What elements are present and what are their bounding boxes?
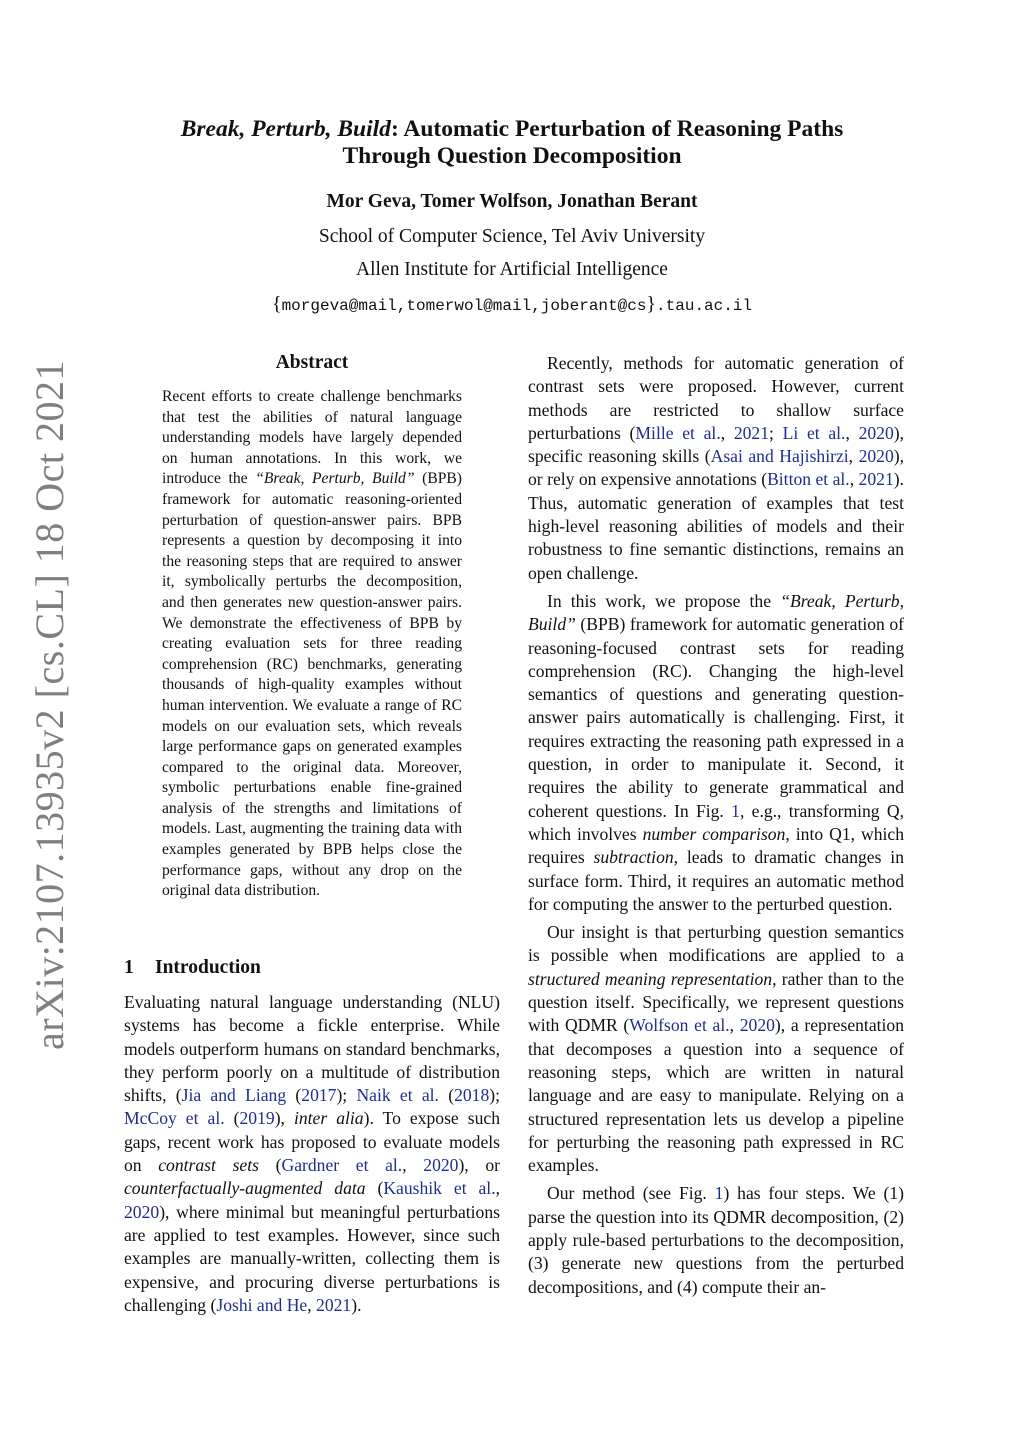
text: , (848, 446, 859, 467)
text: ); (336, 1085, 357, 1106)
text: Our method (see Fig. (547, 1183, 715, 1204)
abstract-heading: Abstract (275, 352, 349, 373)
citation-link[interactable]: Mille et al. (635, 422, 721, 443)
author-emails (120, 293, 904, 316)
citation-link[interactable]: Naik et al. (356, 1085, 439, 1106)
emphasis: structured meaning representation (528, 968, 773, 989)
paragraph-insight (528, 921, 904, 1177)
citation-year-link[interactable]: 2020 (423, 1155, 459, 1176)
text: ), a representation that decomposes a question into a sequence of reasoning steps, which are written in natural language and are easy to manipulate. Relying on a structured representation lets us develop a pipeline for perturbing the reasoning path expressed in RC examples. (528, 1015, 905, 1176)
text: ). Thus, automatic generation of examples that test high-level reasoning abilities of models and their robustness to fine semantic distinctions, remains an open challenge. (528, 469, 904, 583)
citation-year-link[interactable]: 2021 (733, 422, 770, 443)
paper-title (120, 116, 904, 170)
citation-year-link[interactable]: 2019 (239, 1108, 275, 1129)
section-heading-introduction (124, 957, 261, 979)
emphasis: inter alia (293, 1108, 364, 1129)
text: , (307, 1294, 317, 1315)
text: ), or (458, 1155, 501, 1176)
emphasis: counterfactually-augmented data (124, 1178, 366, 1199)
affiliation-1: School of Computer Science, Tel Aviv University (318, 226, 706, 247)
arxiv-side-stamp: arXiv:2107.13935v2 [cs.CL] 18 Oct 2021 (27, 359, 72, 1050)
introduction-paragraph (124, 991, 500, 1317)
citation-link[interactable]: Gardner et al. (281, 1155, 403, 1176)
text: ( (365, 1178, 384, 1199)
citation-year-link[interactable]: 2018 (454, 1085, 490, 1106)
text: , leads to dramatic changes in surface form. Third, it requires an automatic method for computing the answer to the perturbed question. (528, 847, 904, 914)
citation-link[interactable]: Asai and Hajishirzi (710, 446, 849, 467)
title-line1-rest: : Automatic Perturbation of Reasoning Paths (390, 116, 844, 142)
title-line2: Through Question Decomposition (342, 143, 682, 169)
text: , e.g., transforming Q, which involves (528, 800, 905, 844)
figure-ref-link[interactable]: 1 (714, 1183, 724, 1204)
text: ), or rely on expensive annotations ( (528, 446, 905, 490)
paragraph-automatic-contrast-sets (528, 352, 904, 585)
paragraph-method (528, 1182, 904, 1298)
abstract-framework-name: “Break, Perturb, Build” (255, 470, 415, 488)
email-domain: .tau.ac.il (656, 297, 753, 315)
citation-link[interactable]: Joshi and He (216, 1294, 308, 1315)
citation-year-link[interactable]: 2021 (316, 1294, 352, 1315)
text: , (845, 422, 859, 443)
citation-link[interactable]: Li et al. (782, 422, 846, 443)
abstract-text (162, 387, 462, 902)
citation-year-link[interactable]: 2020 (739, 1015, 775, 1036)
text: ); (489, 1085, 501, 1106)
text: , (729, 1015, 740, 1036)
text: ) has four steps. We (1) parse the question into its QDMR decomposition, (2) apply rule-based perturbations to the decomposition, (3) generate new questions from the perturbed decompositions, and (4) compute their an- (528, 1183, 905, 1297)
citation-year-link[interactable]: 2021 (858, 469, 894, 490)
text: , (720, 422, 734, 443)
text: ). (351, 1294, 362, 1315)
text: , (495, 1178, 501, 1199)
citation-year-link[interactable]: 2020 (858, 446, 894, 467)
emphasis: “Break, Perturb, Build” (528, 590, 904, 635)
text: ( (438, 1085, 455, 1106)
citation-link[interactable]: Jia and Liang (181, 1085, 287, 1106)
email-close-brace: } (646, 293, 657, 315)
text: Our insight is that perturbing question semantics is possible when modifications are applied to a (528, 922, 904, 966)
text: ( (286, 1085, 302, 1106)
text: , rather than to the question itself. Specifically, we represent questions with QDMR ( (528, 968, 905, 1036)
citation-link[interactable]: Wolfson et al. (629, 1015, 730, 1036)
citation-link[interactable]: McCoy et al. (124, 1108, 225, 1129)
section-title: Introduction (155, 957, 261, 978)
text: ), where minimal but meaningful perturbations are applied to test examples. However, since such examples are manually-written, collecting them is expensive, and procuring diverse perturbations is challenging ( (124, 1201, 500, 1315)
title-framework-name: Break, Perturb, Build (180, 116, 391, 142)
citation-link[interactable]: Bitton et al. (767, 469, 850, 490)
citation-link[interactable]: Kaushik et al. (383, 1178, 496, 1199)
text: Evaluating natural language understanding (NLU) systems has become a fickle enterprise. While models outperform humans on standard benchmarks, they perform poorly on a multitude of distribution shifts, ( (124, 992, 500, 1106)
figure-ref-link[interactable]: 1 (731, 800, 740, 821)
citation-year-link[interactable]: 2020 (858, 422, 894, 443)
text: ), specific reasoning skills ( (528, 422, 905, 467)
emphasis: number comparison (642, 823, 786, 844)
text: ). To expose such gaps, recent work has proposed to evaluate models on (124, 1108, 501, 1176)
abstract-part-1: Recent efforts to create challenge benchmarks that test the abilities of natural language understanding models have largely depended on human annotations. In this work, we introduce the (162, 388, 462, 488)
emphasis: contrast sets (158, 1155, 259, 1176)
text: , into Q1, which requires (528, 823, 904, 868)
text: ), (274, 1108, 294, 1129)
text: , (849, 469, 859, 490)
text: , (402, 1155, 424, 1176)
emphasis: subtraction (593, 847, 674, 868)
text: ; (769, 422, 783, 443)
author-list: Mor Geva, Tomer Wolfson, Jonathan Berant (326, 191, 698, 212)
citation-year-link[interactable]: 2020 (124, 1201, 160, 1222)
email-list: morgeva@mail,tomerwol@mail,joberant@cs (281, 297, 647, 315)
email-open-brace: { (271, 293, 282, 315)
paragraph-bpb-framework (528, 590, 904, 916)
section-number: 1 (124, 957, 134, 978)
text: ( (224, 1108, 240, 1129)
citation-year-link[interactable]: 2017 (301, 1085, 337, 1106)
abstract-part-2: (BPB) framework for automatic reasoning-oriented perturbation of question-answer pairs. BPB represents a question by decomposing it into the reasoning steps that are required to answer it, symbolically perturbs the decomposition, and then generates new question-answer pairs. We demonstrate the effectiveness of BPB by creating evaluation sets for three reading comprehension (RC) benchmarks, generating thousands of high-quality examples without human intervention. We evaluate a range of RC models on our evaluation sets, which reveals large performance gaps on generated examples compared to the original data. Moreover, symbolic perturbations enable fine-grained analysis of the strengths and limitations of models. Last, augmenting the training data with examples generated by BPB helps close the performance gaps, without any drop on the original data distribution. (162, 470, 462, 900)
text: (BPB) framework for automatic generation of reasoning-focused contrast sets for reading comprehension (RC). Changing the high-level semantics of questions and generating question-answer pairs automatically is challenging. First, it requires extracting the reasoning path expressed in a question, in order to manipulate it. Second, it requires the ability to generate grammatical and coherent questions. In Fig. (528, 614, 904, 821)
text: ( (258, 1155, 282, 1176)
right-column (528, 352, 904, 1304)
text: In this work, we propose the (547, 590, 781, 611)
affiliation-2: Allen Institute for Artificial Intelligence (356, 259, 668, 280)
text: Recently, methods for automatic generation of contrast sets were proposed. However, current methods are restricted to shallow surface perturbations ( (528, 353, 904, 443)
